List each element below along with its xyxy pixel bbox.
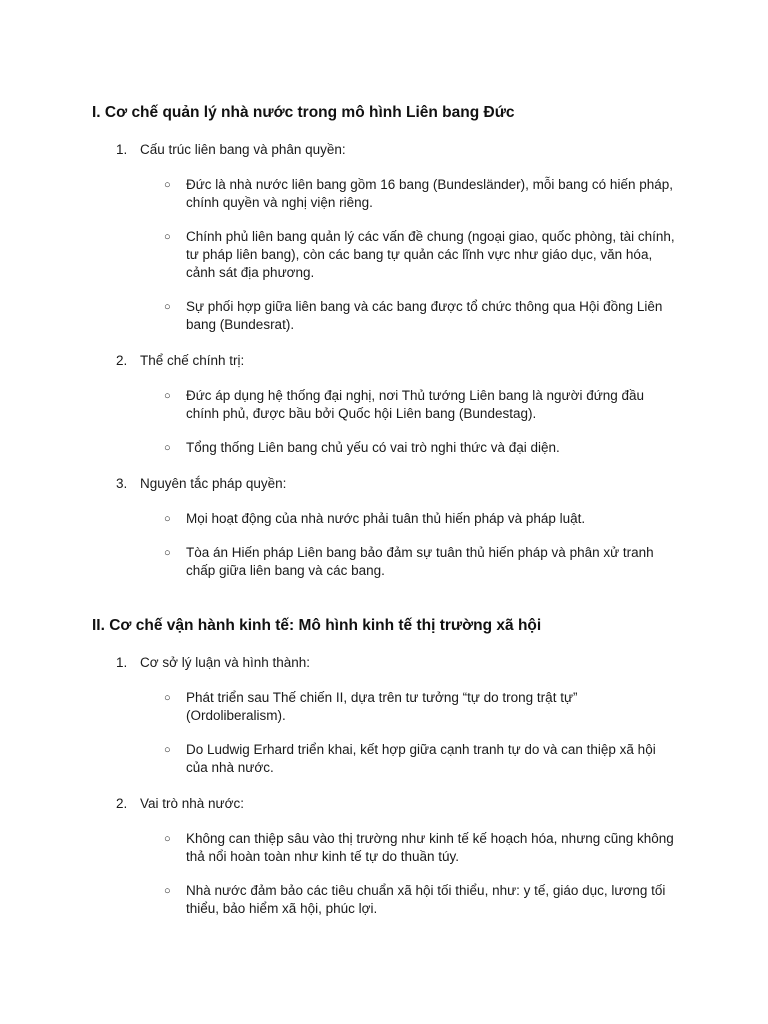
item-label: Vai trò nhà nước: (140, 796, 244, 811)
bullet-text: Phát triển sau Thế chiến II, dựa trên tư tưởng “tự do trong trật tự” (Ordoliberalism). (186, 690, 578, 723)
item-label: Nguyên tắc pháp quyền: (140, 476, 287, 491)
bullet-item (92, 439, 692, 457)
numbered-item (92, 140, 692, 334)
bullet-item (92, 298, 692, 334)
bullet-list (92, 689, 692, 777)
bullet-list (92, 387, 692, 457)
bullet-icon: ○ (164, 885, 171, 897)
numbered-item (92, 351, 692, 457)
bullet-item (92, 510, 692, 528)
section-2 (92, 616, 692, 918)
bullet-icon: ○ (164, 833, 171, 845)
bullet-text: Đức là nhà nước liên bang gồm 16 bang (Bundesländer), mỗi bang có hiến pháp, chính quyền và nghị viện riêng. (186, 177, 673, 210)
bullet-text: Đức áp dụng hệ thống đại nghị, nơi Thủ tướng Liên bang là người đứng đầu chính phủ, được bầu bởi Quốc hội Liên bang (Bundestag). (186, 388, 645, 421)
bullet-icon: ○ (164, 744, 171, 756)
bullet-icon: ○ (164, 442, 171, 454)
bullet-text: Mọi hoạt động của nhà nước phải tuân thủ hiến pháp và pháp luật. (186, 511, 586, 526)
bullet-text: Không can thiệp sâu vào thị trường như kinh tế kế hoạch hóa, nhưng cũng không thả nổi hoàn toàn như kinh tế tự do thuần túy. (186, 831, 674, 864)
bullet-icon: ○ (164, 390, 171, 402)
bullet-icon: ○ (164, 692, 171, 704)
bullet-text: Tòa án Hiến pháp Liên bang bảo đảm sự tuân thủ hiến pháp và phân xử tranh chấp giữa liên bang và các bang. (186, 545, 654, 578)
bullet-icon: ○ (164, 179, 171, 191)
numbered-item (92, 653, 692, 777)
item-label: Cấu trúc liên bang và phân quyền: (140, 142, 346, 157)
bullet-text: Do Ludwig Erhard triển khai, kết hợp giữa cạnh tranh tự do và can thiệp xã hội của nhà nước. (186, 742, 656, 775)
section-heading: I. Cơ chế quản lý nhà nước trong mô hình Liên bang Đức (92, 104, 515, 121)
bullet-list (92, 830, 692, 918)
bullet-text: Nhà nước đảm bảo các tiêu chuẩn xã hội tối thiểu, như: y tế, giáo dục, lương tối thiểu, bảo hiểm xã hội, phúc lợi. (186, 883, 666, 916)
bullet-item (92, 689, 692, 725)
bullet-text: Tổng thống Liên bang chủ yếu có vai trò nghi thức và đại diện. (186, 440, 560, 455)
item-label: Thể chế chính trị: (140, 353, 245, 368)
bullet-item (92, 741, 692, 777)
bullet-item (92, 882, 692, 918)
bullet-icon: ○ (164, 301, 171, 313)
bullet-text: Sự phối hợp giữa liên bang và các bang được tổ chức thông qua Hội đồng Liên bang (Bundesrat). (186, 299, 663, 332)
bullet-list (92, 176, 692, 334)
item-number: 1. (116, 142, 128, 157)
bullet-icon: ○ (164, 547, 171, 559)
section-heading: II. Cơ chế vận hành kinh tế: Mô hình kinh tế thị trường xã hội (92, 617, 542, 634)
bullet-item (92, 176, 692, 212)
bullet-item (92, 830, 692, 866)
bullet-item (92, 228, 692, 282)
item-number: 2. (116, 353, 128, 368)
bullet-item (92, 387, 692, 423)
bullet-list (92, 510, 692, 580)
item-number: 2. (116, 796, 128, 811)
bullet-icon: ○ (164, 231, 171, 243)
item-number: 1. (116, 655, 128, 670)
numbered-item (92, 794, 692, 918)
numbered-item (92, 474, 692, 580)
section-1 (92, 103, 692, 580)
bullet-item (92, 544, 692, 580)
item-label: Cơ sở lý luận và hình thành: (140, 655, 311, 670)
bullet-text: Chính phủ liên bang quản lý các vấn đề chung (ngoại giao, quốc phòng, tài chính, tư pháp liên bang), còn các bang tự quản các lĩnh vực như giáo dục, văn hóa, cảnh sát địa phương. (186, 229, 675, 280)
bullet-icon: ○ (164, 513, 171, 525)
item-number: 3. (116, 476, 128, 491)
